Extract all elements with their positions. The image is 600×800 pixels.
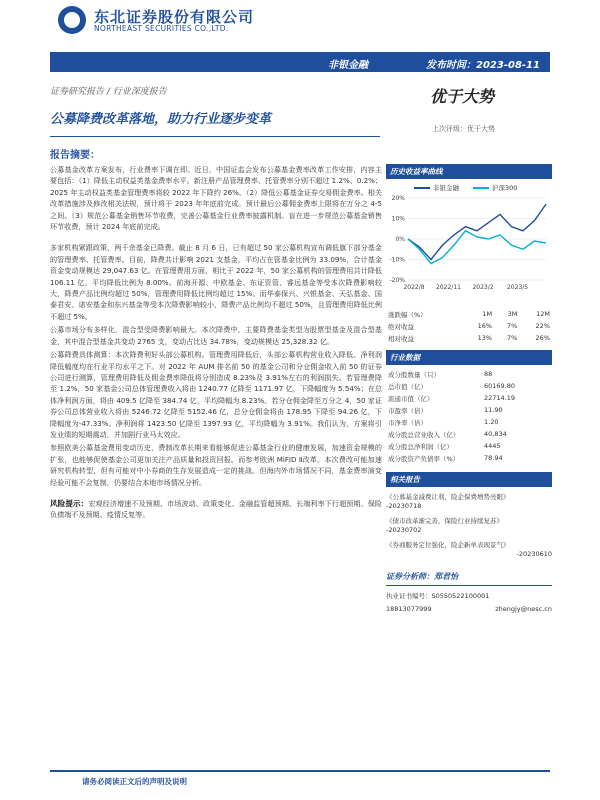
summary-paragraph: 公募市场分布多样化，混合型受降费影响最大。本次降费中，主要降费基金类型为股票型基金及混合型基金，其中混合型基金共变动 2765 支，变动占比达 34.78%，变动规模达 25,328.32 亿。 bbox=[50, 325, 382, 346]
breadcrumb: 证券研究报告 / 行业深度报告 bbox=[50, 87, 167, 97]
table-row: 市净率（倍） 1.20 bbox=[388, 418, 499, 427]
table-row bbox=[386, 320, 552, 332]
related-reports-title: 相关报告 bbox=[386, 472, 552, 487]
previous-rating: 上次评级：优于大势 bbox=[432, 125, 495, 133]
table-header: 12M bbox=[536, 310, 550, 318]
table-row: 成分股总营业收入（亿） 40,834 bbox=[388, 430, 507, 439]
related-report-link[interactable]: 《公募基金减费让利，险企保费增势亮眼》 bbox=[386, 493, 510, 501]
related-report-date: -20230610 bbox=[516, 550, 552, 558]
series-line-1 bbox=[408, 204, 546, 259]
industry-data-table bbox=[386, 368, 552, 464]
table-row: 成分股总净利润（亿） 4445 bbox=[388, 442, 501, 451]
series-line-2 bbox=[408, 231, 546, 264]
summary-paragraph: 多家机构紧跟政策，两千余基金已降费。截止 8 月 6 日，已有超过 50 家公募机构宣布调低旗下部分基金的管理费率、托管费率。目前，降费共计影响 2021 支基金，平均占在管基金比例为 33.09%，合计基金资金变动规模达 29,047.63 亿。在管理费用方面，相比于 2022 年，50 家公募机构的管理费用共计降低 106.11 亿，平均降低比例为 8.00%。前海开源、中欧基金、东证资管、睿远基金等受本次降费影响较大，降费产品比例均超过 50%，管理费用降低比例均超过 15%。而华泰保兴、兴银基金、天弘基金、国泰君安、诺安基金和东兴基金等受本次降费影响较小，降费产品比例均不超过 50%，且管理费用降低比例不超过 5%。 bbox=[50, 243, 382, 321]
company-logo-icon bbox=[58, 6, 86, 34]
report-header bbox=[0, 0, 600, 50]
report-title: 公募降费改革落地，助力行业逐步变革 bbox=[50, 112, 272, 127]
summary-paragraph: 公募基金改革方案发布，行业费率下调在即。近日，中国证监会发布公募基金费率改革工作安排，内容主要包括：（1）降低主动权益类基金费率水平。新注册产品管理费率、托管费率分别不超过 1.2%、0.2%；2025 年主动权益类基金管理费率将较 2022 年下降约 26%。（2）降低公募基金证券交易佣金费率。相关改革措施涉及修改相关法规，预计将于 2023 年年底前完成。预计最后公募佣金费率上限将在万分之 4-5 之间。（3）规范公募基金销售环节收费，完善公募基金行业费率披露机制。盲在进一步规范公募基金销售环节收费，预计 2024 年底前完成。 bbox=[50, 165, 382, 232]
analyst-contact bbox=[386, 605, 552, 613]
table-row: 市盈率（倍） 11.90 bbox=[388, 406, 503, 415]
publish-date: 发布时间：2023-08-11 bbox=[426, 60, 540, 71]
related-report-link[interactable]: 《券商服务定位强化，险企新单表现景气》 bbox=[386, 541, 510, 549]
y-tick-label: 0% bbox=[395, 236, 405, 243]
table-cell: 16% bbox=[477, 322, 493, 330]
legend-item: 沪深300 bbox=[473, 183, 517, 192]
table-cell: 相对收益 bbox=[388, 334, 414, 343]
table-cell: 7% bbox=[507, 334, 518, 342]
summary-paragraph: 参照欧美公募基金费用变动历史，费制改革长期来看能够促进公募基金行业的健康发展，加速资金规模的扩张，也能够促使基金公司更加关注产品质量和投资回报。而参考欧洲 MiFID Ⅱ改革，本次费改可能加速研究机构转型，但有可能对中小券商的生存发展造成一定的挑战。但海内外市场情况不同，基金费率演变经验可能不会复制，仍要结合本地市场情况分析。 bbox=[50, 443, 382, 487]
return-line-chart bbox=[386, 192, 552, 300]
industry-label: 非银金融 bbox=[328, 60, 368, 71]
y-tick-label: -10% bbox=[389, 256, 405, 264]
y-tick-label: -20% bbox=[389, 277, 405, 284]
table-cell: 22% bbox=[535, 322, 550, 330]
x-tick-label: 2022/8 bbox=[403, 284, 425, 291]
chart-legend bbox=[414, 183, 552, 192]
related-report-date: -20230702 bbox=[386, 526, 422, 534]
related-report-date: -20230718 bbox=[386, 502, 422, 510]
risk-label: 风险提示： bbox=[50, 498, 89, 508]
footer-divider bbox=[50, 770, 550, 772]
table-header: 3M bbox=[507, 310, 518, 318]
risk-warning bbox=[50, 498, 382, 521]
summary-paragraph: 公募降费具体测算：本次降费利好头部公募机构。管理费用降低后，头部公募机构营业收入降低、净利润降低幅度均在行业平均水平之下。对 2022 年 AUM 排名前 50 的基金公司和分仓佣金收入前 50 的证券公司进行测算，管理费用降低及佣金费率降低将分别造成 8.23%及 3.91%左右的利润损失。若管理费降至 1.2%，50 家基金公司总体管理费收入将由 1240.77 亿降至 1171.97 亿，下降幅度为 5.54%；在总体净利润方面，将由 409.5 亿降至 384.74 亿，平均降幅为 8.23%。若分仓佣金降至万分之 4，50 家证券公司总体营业收入将由 5246.72 亿降至 5152.46 亿，总分仓佣金将由 178.95 下降至 94.26 亿，下降幅度为-47.33%。净利润将 1423.50 亿降至 1397.93 亿，平均降幅为 3.91%。我们认为，方案将引发业绩的短期震动，并加剧行业马太效应。 bbox=[50, 350, 382, 439]
industry-data-title: 行业数据 bbox=[386, 350, 552, 365]
related-report-link[interactable]: 《债市改革渐完善，保险行业持续复苏》 bbox=[386, 517, 503, 525]
summary-column bbox=[50, 146, 382, 523]
sidebar bbox=[386, 164, 552, 613]
table-cell: 26% bbox=[535, 334, 550, 342]
table-row bbox=[386, 332, 552, 344]
table-header-row bbox=[386, 308, 552, 320]
x-tick-label: 2023/5 bbox=[506, 284, 529, 291]
title-divider bbox=[50, 136, 380, 137]
y-tick-label: 10% bbox=[391, 215, 405, 223]
perf-chart-title: 历史收益率曲线 bbox=[386, 164, 552, 179]
table-row: 总市值（亿） 60169.80 bbox=[388, 382, 516, 391]
table-row: 成分股资产负债率（%） 78.94 bbox=[388, 454, 503, 463]
footer-disclaimer: 请务必阅读正文后的声明及说明 bbox=[82, 777, 187, 786]
table-cell: 13% bbox=[477, 334, 493, 342]
x-tick-label: 2022/11 bbox=[436, 284, 461, 291]
rating: 优于大势 bbox=[430, 87, 495, 106]
company-name-cn: 东北证券股份有限公司 bbox=[94, 8, 255, 26]
table-row: 流通市值（亿） 22714.19 bbox=[388, 394, 516, 403]
analyst-phone: 18813077999 bbox=[386, 605, 432, 613]
performance-table bbox=[386, 308, 552, 344]
company-name-en: NORTHEAST SECURITIES CO.,LTD. bbox=[94, 24, 229, 33]
analyst-cert: 执业证书编号：S0550522100001 bbox=[386, 592, 490, 600]
table-header: 1M bbox=[482, 310, 493, 318]
y-tick-label: 20% bbox=[391, 195, 405, 202]
legend-item: 非银金融 bbox=[414, 183, 459, 192]
table-cell: 7% bbox=[507, 322, 518, 330]
risk-text: 宏观经济增速不及预期、市场波动、政策变化、金融监管超预期、长端利率下行超预期、保险负债端不及预期、疫情反复等。 bbox=[50, 498, 383, 520]
x-tick-label: 2023/2 bbox=[472, 284, 494, 291]
analyst-email[interactable]: zhengjy@nesc.cn bbox=[495, 605, 552, 613]
analyst-heading: 证券分析师：郑君怡 bbox=[386, 571, 552, 586]
summary-heading: 报告摘要： bbox=[50, 150, 100, 161]
table-cell: 绝对收益 bbox=[388, 322, 414, 331]
table-row: 成分股数量（只） 88 bbox=[388, 370, 493, 379]
table-header: 涨跌幅（%） bbox=[388, 310, 427, 319]
